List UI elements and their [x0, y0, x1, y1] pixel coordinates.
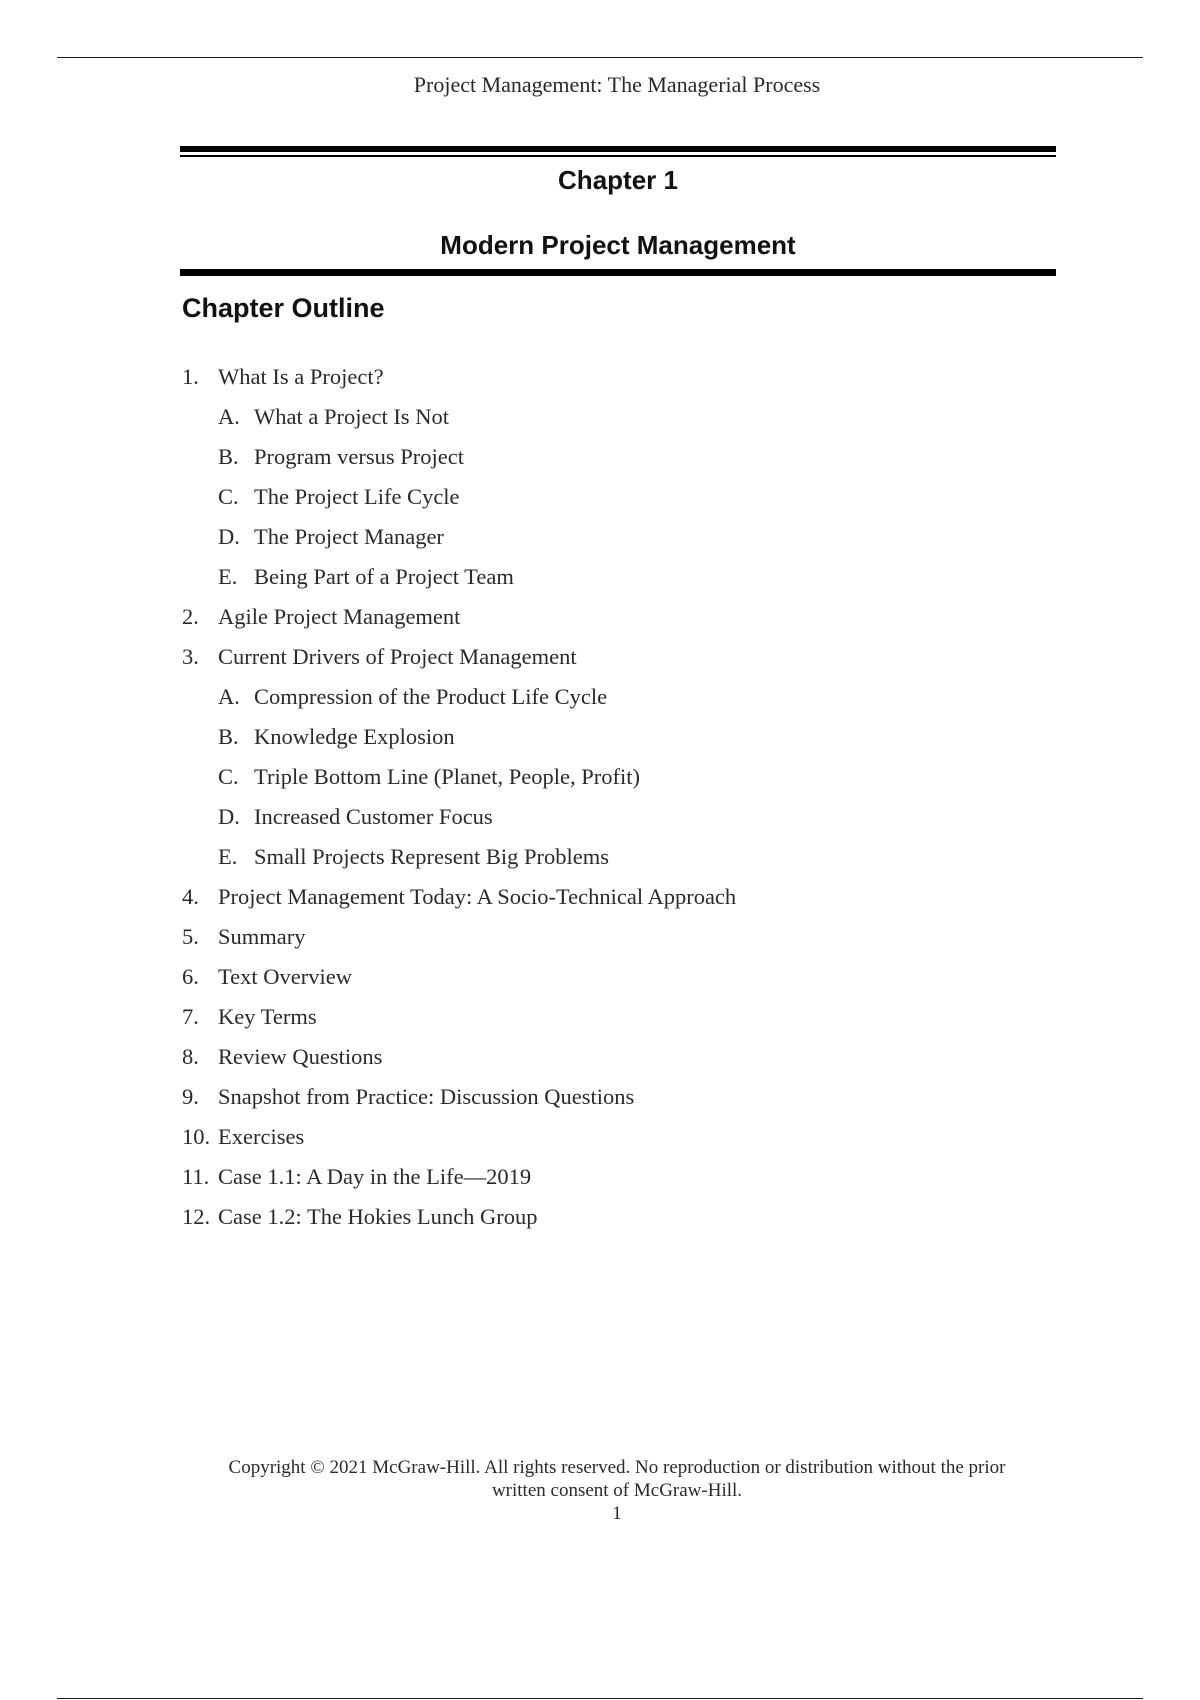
- outline-item: [182, 482, 1082, 522]
- outline-item-marker: 11.: [182, 1164, 210, 1189]
- outline-item-marker: 2.: [182, 604, 199, 629]
- outline-item-text: Key Terms: [218, 1004, 317, 1029]
- outline-item-text: Snapshot from Practice: Discussion Questions: [218, 1084, 635, 1109]
- outline-item-marker: 10.: [182, 1124, 211, 1149]
- outline-item: [182, 1122, 1082, 1162]
- outline-item: [182, 522, 1082, 562]
- outline-item-marker: A.: [218, 684, 240, 709]
- outline-item: [182, 562, 1082, 602]
- outline-item: [182, 1042, 1082, 1082]
- title-rule-bottom: [180, 269, 1056, 276]
- outline-item: [182, 762, 1082, 802]
- outline-item-text: Small Projects Represent Big Problems: [254, 844, 609, 869]
- top-border-rule: [57, 57, 1143, 58]
- bottom-border-rule: [57, 1698, 1143, 1699]
- chapter-title: Modern Project Management: [440, 229, 796, 260]
- outline-item: [182, 922, 1082, 962]
- outline-item-text: Increased Customer Focus: [254, 804, 493, 829]
- outline-item-text: Current Drivers of Project Management: [218, 644, 577, 669]
- outline-item-text: Exercises: [218, 1124, 305, 1149]
- outline-item-marker: 9.: [182, 1084, 199, 1109]
- outline-item-marker: 4.: [182, 884, 199, 909]
- outline-item-marker: D.: [218, 524, 240, 549]
- outline-item-marker: B.: [218, 724, 239, 749]
- outline-item: [182, 882, 1082, 922]
- outline-item-marker: A.: [218, 404, 240, 429]
- outline-item: [182, 722, 1082, 762]
- outline-item: [182, 842, 1082, 882]
- outline-item-marker: 3.: [182, 644, 199, 669]
- outline-item-marker: 6.: [182, 964, 199, 989]
- running-header: Project Management: The Managerial Process: [413, 72, 821, 97]
- outline-item-text: Project Management Today: A Socio-Technical Approach: [218, 884, 737, 909]
- outline-item: [182, 642, 1082, 682]
- outline-item: [182, 1002, 1082, 1042]
- outline-item-marker: 1.: [182, 364, 199, 389]
- outline-item-text: Summary: [218, 924, 306, 949]
- outline-item-text: The Project Life Cycle: [254, 484, 460, 509]
- outline-item-marker: D.: [218, 804, 240, 829]
- outline-item-text: Review Questions: [218, 1044, 383, 1069]
- outline-item: [182, 1082, 1082, 1122]
- outline-item-marker: C.: [218, 764, 239, 789]
- outline-item-text: Being Part of a Project Team: [254, 564, 514, 589]
- chapter-outline-list: [182, 362, 1082, 1242]
- outline-item: [182, 362, 1082, 402]
- outline-item-marker: 5.: [182, 924, 199, 949]
- outline-item-marker: E.: [218, 844, 238, 869]
- outline-item-text: What a Project Is Not: [254, 404, 449, 429]
- outline-item: [182, 1162, 1082, 1202]
- outline-item-text: Case 1.2: The Hokies Lunch Group: [218, 1204, 538, 1229]
- outline-heading: Chapter Outline: [182, 293, 385, 323]
- outline-item: [182, 442, 1082, 482]
- outline-item-marker: C.: [218, 484, 239, 509]
- outline-item: [182, 802, 1082, 842]
- chapter-number: Chapter 1: [558, 164, 678, 195]
- outline-item-text: Case 1.1: A Day in the Life—2019: [218, 1164, 532, 1189]
- page-number: 1: [612, 1503, 622, 1524]
- outline-item: [182, 402, 1082, 442]
- copyright-line-1: Copyright © 2021 McGraw-Hill. All rights reserved. No reproduction or distribution without the prior: [228, 1457, 1006, 1478]
- outline-item: [182, 962, 1082, 1002]
- outline-item-text: Knowledge Explosion: [254, 724, 455, 749]
- outline-item-text: Compression of the Product Life Cycle: [254, 684, 608, 709]
- page-footer: [0, 1456, 1200, 1525]
- outline-item-text: Program versus Project: [254, 444, 464, 469]
- outline-item-text: What Is a Project?: [218, 364, 384, 389]
- outline-item-text: The Project Manager: [254, 524, 444, 549]
- title-rule-thick-top: [180, 146, 1056, 152]
- outline-item-marker: 8.: [182, 1044, 199, 1069]
- outline-item: [182, 602, 1082, 642]
- outline-item-text: Agile Project Management: [218, 604, 461, 629]
- outline-item-marker: E.: [218, 564, 238, 589]
- outline-item-marker: 7.: [182, 1004, 199, 1029]
- title-rule-thin-top: [180, 155, 1056, 157]
- outline-item-text: Text Overview: [218, 964, 353, 989]
- outline-item-marker: B.: [218, 444, 239, 469]
- outline-item-text: Triple Bottom Line (Planet, People, Profit): [254, 764, 641, 789]
- outline-item-marker: 12.: [182, 1204, 211, 1229]
- chapter-title-block: [180, 146, 1056, 276]
- outline-item: [182, 682, 1082, 722]
- outline-item: [182, 1202, 1082, 1242]
- copyright-line-2: written consent of McGraw-Hill.: [491, 1480, 743, 1501]
